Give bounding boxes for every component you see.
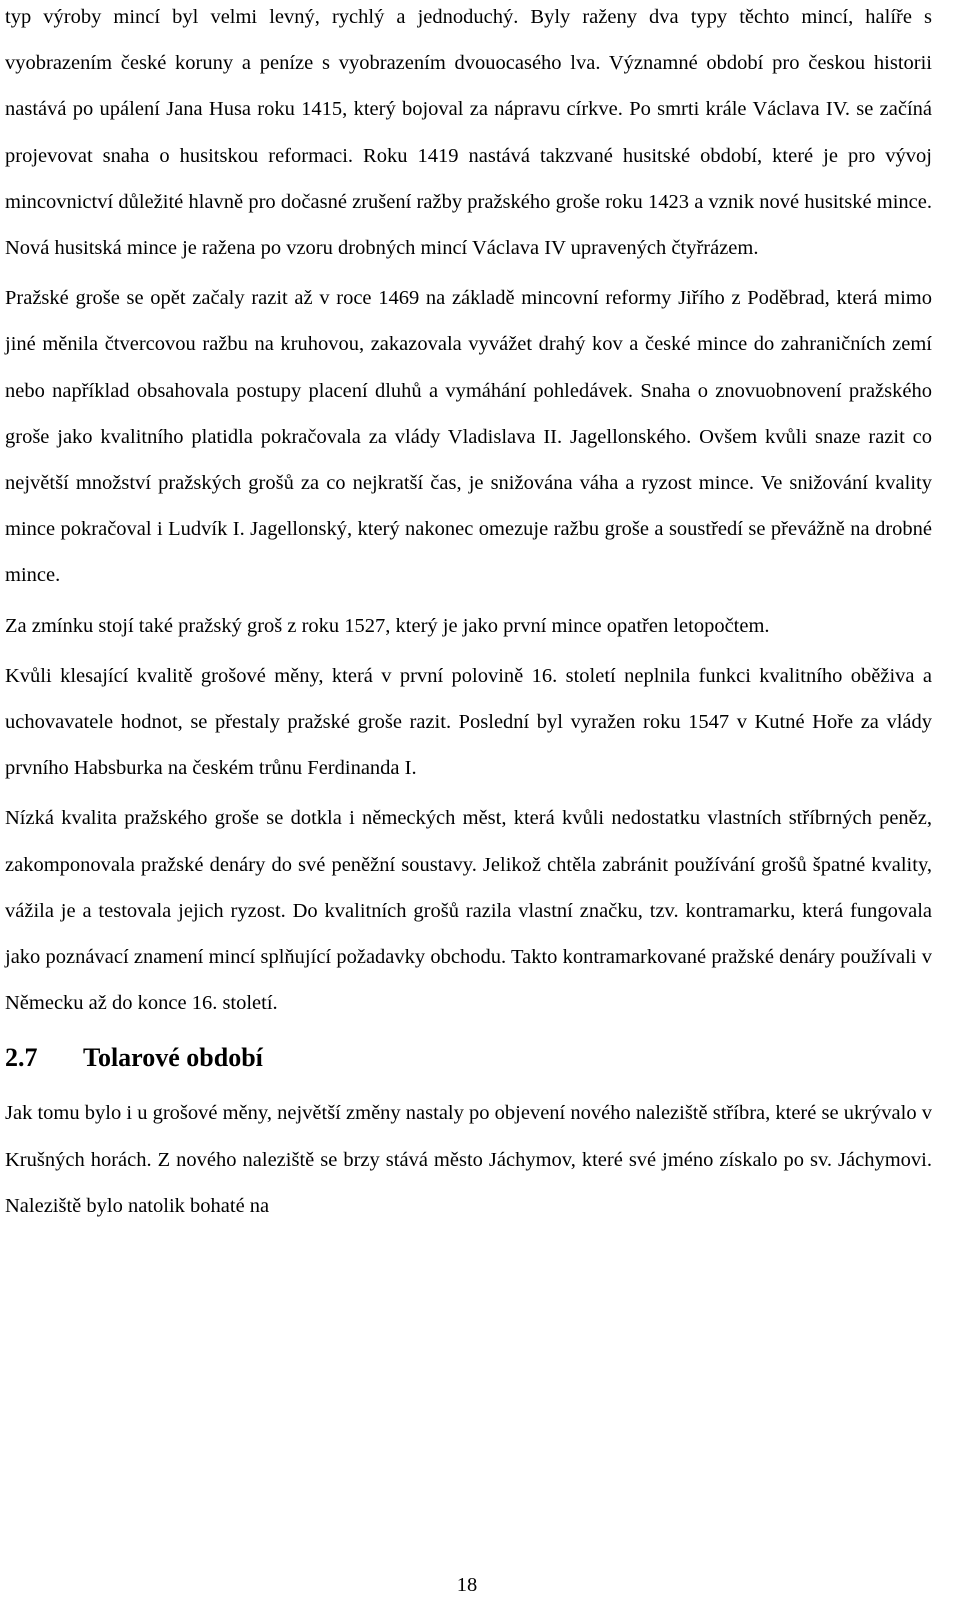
paragraph-3: Za zmínku stojí také pražský groš z roku 1527, který je jako první mince opatřen letopočtem. — [5, 614, 770, 637]
page-number: 18 — [456, 1574, 478, 1596]
paragraph-5: Nízká kvalita pražského groše se dotkla i německých měst, která kvůli nedostatku vlastních stříbrných peněz, zakomponovala pražské denáry do své peněžní soustavy. Jelikož chtěla zabránit používání grošů špatné kvality, vážila je a testovala jejich ryzost. Do kvalitních grošů razila vlastní značku, tzv. kontramarku, která fungovala jako poznávací znamení mincí splňující požadavky obchodu. Takto kontramarkované pražské denáry používali v Německu až do konce 16. století. — [5, 807, 932, 1015]
paragraph-2: Pražské groše se opět začaly razit až v roce 1469 na základě mincovní reformy Jiřího z Poděbrad, která mimo jiné měnila čtvercovou ražbu na kruhovou, zakazovala vyvážet drahý kov a české mince do zahraničních zemí nebo například obsahovala postupy placení dluhů a vymáhání pohledávek. Snaha o znovuobnovení pražského groše jako kvalitního platidla pokračovala za vlády Vladislava II. Jagellonského. Ovšem kvůli snaze razit co největší množství pražských grošů za co nejkratší čas, je snižována váha a ryzost mince. Ve snižování kvality mince pokračoval i Ludvík I. Jagellonský, který nakonec omezuje ražbu groše a soustředí se převážně na drobné mince. — [5, 287, 932, 587]
paragraph-1: typ výroby mincí byl velmi levný, rychlý a jednoduchý. Byly raženy dva typy těchto mincí, halíře s vyobrazením české koruny a peníze s vyobrazením dvouocasého lva. Významné období pro českou historii nastává po upálení Jana Husa roku 1415, který bojoval za nápravu církve. Po smrti krále Václava IV. se začíná projevovat snaha o husitskou reformaci. Roku 1419 nastává takzvané husitské období, které je pro vývoj mincovnictví důležité hlavně pro dočasné zrušení ražby pražského groše roku 1423 a vznik nové husitské mince. Nová husitská mince je ražena po vzoru drobných mincí Václava IV upravených čtyřrázem. — [5, 6, 932, 260]
section-heading — [5, 1030, 932, 1086]
section-number: 2.7 — [5, 1043, 38, 1073]
section-title: Tolarové období — [83, 1043, 263, 1073]
paragraph-4: Kvůli klesající kvalitě grošové měny, která v první polovině 16. století neplnila funkci kvalitního oběživa a uchovavatele hodnot, se přestaly pražské groše razit. Poslední byl vyražen roku 1547 v Kutné Hoře za vlády prvního Habsburka na českém trůnu Ferdinanda I. — [5, 664, 932, 780]
paragraph-6: Jak tomu bylo i u grošové měny, největší změny nastaly po objevení nového naleziště stříbra, které se ukrývalo v Krušných horách. Z nového naleziště se brzy stává město Jáchymov, které své jméno získalo po sv. Jáchymovi. Naleziště bylo natolik bohaté na — [5, 1102, 932, 1217]
page-content — [5, 0, 932, 1233]
